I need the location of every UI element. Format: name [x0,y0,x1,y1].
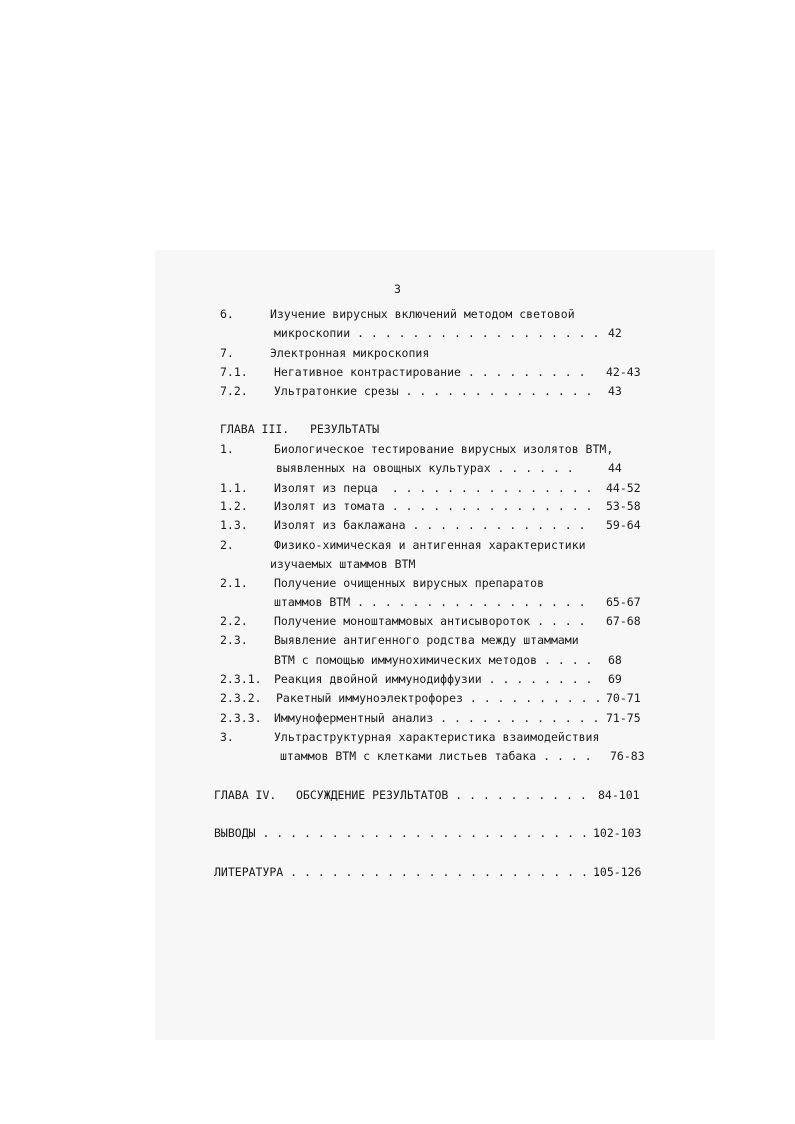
toc-entry-title: Реакция двойной иммунодиффузии . . . . . . . . [274,672,593,686]
toc-entry-pages: 44-52 [606,481,641,495]
toc-entry-number: 2.3.2. [220,691,262,705]
toc-entry-pages: 53-58 [606,499,641,513]
toc-entry-number: 1.2. [220,499,248,513]
chapter-title: ОБСУЖДЕНИЕ РЕЗУЛЬТАТОВ . . . . . . . . . . [296,788,587,802]
toc-entry-pages: 65-67 [606,595,641,609]
toc-entry-continuation: штаммов ВТМ . . . . . . . . . . . . . . . . . [274,595,586,609]
toc-entry-title: Ультратонкие срезы . . . . . . . . . . . . . . [274,384,593,398]
toc-entry-pages: 69 [608,672,622,686]
toc-entry-pages: 71-75 [606,711,641,725]
toc-entry-pages: 44 [608,461,622,475]
chapter-title: РЕЗУЛЬТАТЫ [310,422,380,436]
toc-entry-number: 2.2. [220,614,248,628]
toc-entry-continuation: изучаемых штаммов ВТМ [270,557,416,571]
toc-entry-continuation: микроскопии . . . . . . . . . . . . . . . . . . [274,326,600,340]
toc-entry-pages: 67-68 [606,614,641,628]
toc-entry-continuation: ВТМ с помощью иммунохимических методов . . . . [274,653,593,667]
conclusions-title: ВЫВОДЫ . . . . . . . . . . . . . . . . . . . . . . . . . [214,826,602,840]
toc-entry-pages: 84-101 [598,788,640,802]
toc-entry-continuation: штаммов ВТМ с клетками листьев табака . . . . [280,749,592,763]
chapter-label: ГЛАВА IV. [214,788,277,802]
toc-entry-number: 2.3. [220,633,248,647]
toc-entry-title: Ультраструктурная характеристика взаимодействия [274,730,600,744]
toc-entry-title: Биологическое тестирование вирусных изолятов ВТМ, [274,442,614,456]
toc-entry-title: Изучение вирусных включений методом световой [270,307,575,321]
toc-entry-number: 2.1. [220,576,248,590]
toc-entry-continuation: выявленных на овощных культурах . . . . . . [276,461,574,475]
toc-entry-number: 1. [220,442,234,456]
toc-entry-number: 7.2. [220,384,248,398]
toc-entry-number: 7. [220,346,234,360]
toc-entry-title: Электронная микроскопия [270,346,430,360]
toc-entry-number: 7.1. [220,365,248,379]
toc-entry-title: Изолят из перца . . . . . . . . . . . . . . . [274,481,593,495]
toc-entry-pages: 42-43 [606,365,641,379]
toc-entry-pages: 105-126 [593,865,642,879]
toc-entry-title: Физико-химическая и антигенная характеристики [274,538,586,552]
toc-entry-title: Иммуноферментный анализ . . . . . . . . . . . . [274,711,600,725]
toc-entry-pages: 102-103 [593,826,642,840]
toc-entry-title: Изолят из баклажана . . . . . . . . . . . . . [274,518,586,532]
toc-entry-title: Ракетный иммуноэлектрофорез . . . . . . . . . . [276,691,602,705]
toc-entry-number: 2.3.3. [220,711,262,725]
toc-entry-pages: 76-83 [610,749,645,763]
toc-entry-title: Негативное контрастирование . . . . . . . . . [274,365,586,379]
toc-entry-number: 3. [220,730,234,744]
page-number: 3 [394,282,401,296]
toc-entry-pages: 42 [608,326,622,340]
toc-entry-pages: 70-71 [606,691,641,705]
toc-entry-pages: 59-64 [606,518,641,532]
toc-entry-number: 1.1. [220,481,248,495]
literature-title: ЛИТЕРАТУРА . . . . . . . . . . . . . . . . . . . . . . . [214,865,602,879]
toc-entry-title: Получение очищенных вирусных препаратов [274,576,545,590]
toc-entry-number: 2. [220,538,234,552]
toc-entry-pages: 43 [608,384,622,398]
toc-entry-title: Выявление антигенного родства между штаммами [274,633,579,647]
toc-entry-number: 2.3.1. [220,672,262,686]
chapter-label: ГЛАВА III. [220,422,290,436]
toc-entry-title: Получение моноштаммовых антисывороток . . . . [274,614,586,628]
toc-entry-number: 1.3. [220,518,248,532]
toc-entry-number: 6. [220,307,234,321]
toc-entry-title: Изолят из томата . . . . . . . . . . . . . . . [274,499,593,513]
toc-entry-pages: 68 [608,653,622,667]
